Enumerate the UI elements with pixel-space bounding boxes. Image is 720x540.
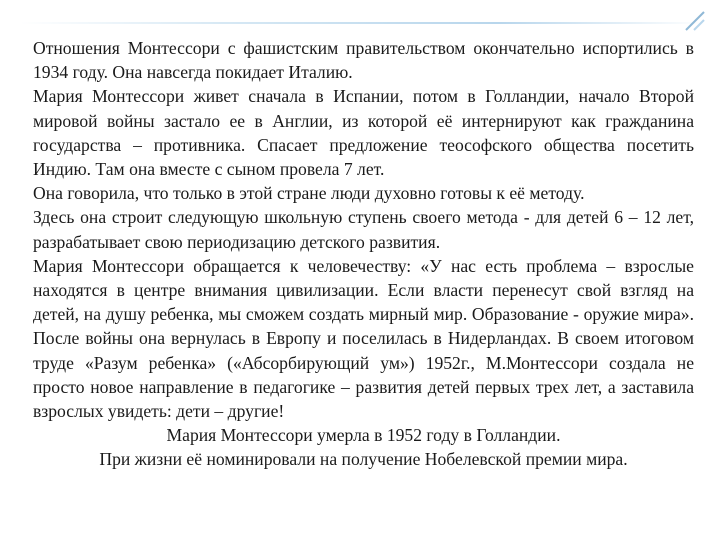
paragraph: Мария Монтессори обращается к человечеству: «У нас есть проблема – взрослые находятся в центре внимания цивилизации. Если власти перенесут свой взгляд на детей, на душу ребенка, мы сможем создать мирный мир. Образование - оружие мира». После войны она вернулась в Европу и поселилась в Нидерландах. В своем итоговом труде «Разум ребенка» («Абсорбирующий ум») 1952г., М.Монтессори создала не просто новое направление в педагогике – развития детей первых трех лет, а заставила взрослых увидеть: дети – другие! [33, 255, 694, 422]
slide-text [33, 36, 694, 472]
paragraph: Здесь она строит следующую школьную ступень своего метода - для детей 6 – 12 лет, разрабатывает свою периодизацию детского развития. [33, 207, 694, 252]
paragraph: Мария Монтессори живет сначала в Испании, потом в Голландии, начало Второй мировой войны застало ее в Англии, из которой её интернируют как гражданина государства – противника. Спасает предложение теософского общества посетить Индию. Там она вместе с сыном провела 7 лет. [33, 86, 694, 180]
paragraph: Она говорила, что только в этой стране люди духовно готовы к её методу. [33, 183, 585, 204]
closing-line: При жизни её номинировали на получение Нобелевской премии мира. [99, 449, 628, 470]
corner-ornament-icon [684, 10, 706, 32]
paragraph: Отношения Монтессори с фашистским правительством окончательно испортились в 1934 году. Она навсегда покидает Италию. [33, 38, 694, 83]
top-divider [20, 22, 704, 24]
closing-line: Мария Монтессори умерла в 1952 году в Голландии. [166, 425, 561, 446]
